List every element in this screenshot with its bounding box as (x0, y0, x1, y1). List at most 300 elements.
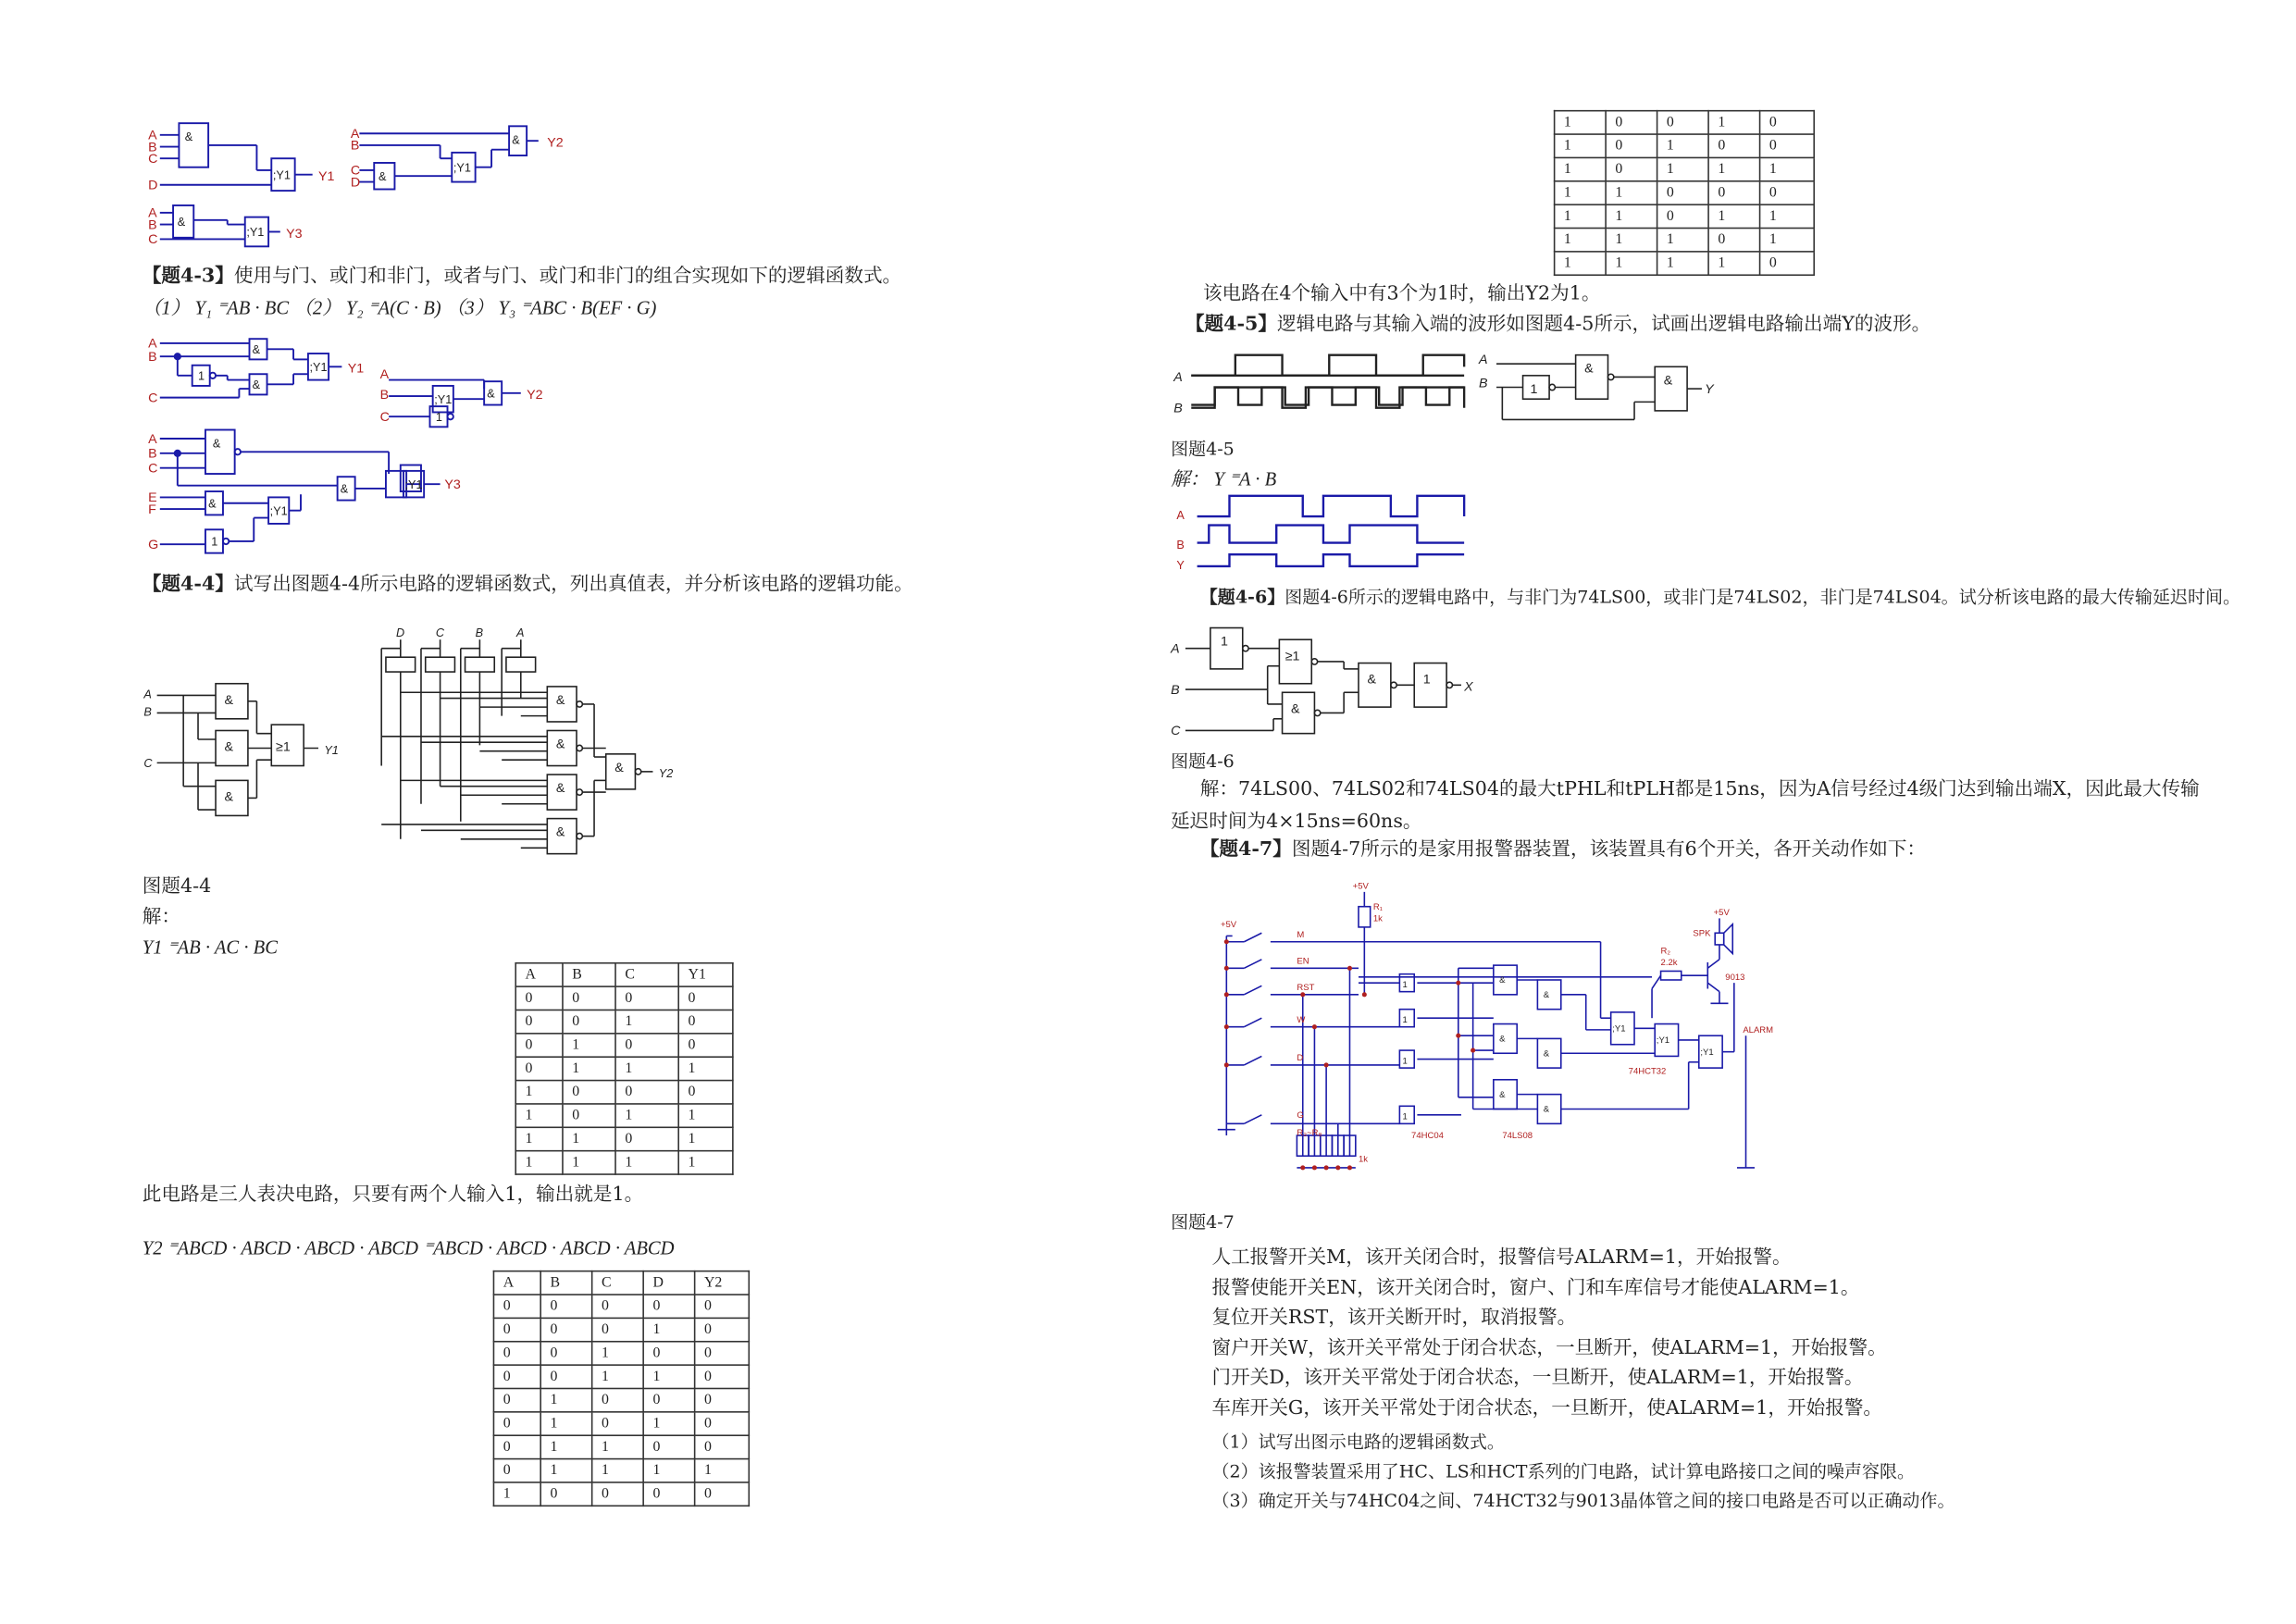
label-y3: Y3 (444, 477, 461, 492)
table-cell: 1 (678, 1104, 733, 1127)
table-row (1555, 134, 1815, 157)
gate-or-label: ;Y1 (1656, 1035, 1670, 1047)
table-cell: 0 (493, 1342, 540, 1365)
label-speaker: SPK (1693, 928, 1711, 939)
table-cell: 1 (540, 1412, 591, 1435)
gate-and-label: & (1543, 990, 1550, 1001)
label-r1-value: 1k (1372, 913, 1383, 924)
label-in-d: D (148, 178, 158, 193)
table-cell: 1 (1760, 157, 1815, 180)
gate-or-label: ;Y1 (453, 161, 471, 175)
switch-label-d: D (1297, 1053, 1304, 1064)
table-header-row (515, 963, 733, 986)
table-header-cell: Y2 (695, 1271, 750, 1295)
table-cell: 1 (1555, 181, 1606, 205)
table-row (1555, 157, 1815, 180)
fig47-caption: 图题4-7 (1171, 1211, 1235, 1233)
table-cell: 1 (1708, 111, 1759, 134)
table-row (493, 1365, 749, 1388)
table-cell: 0 (493, 1459, 540, 1482)
label-in-a: A (1176, 509, 1185, 523)
table-cell: 1 (1555, 111, 1606, 134)
fig45-caption: 图题4-5 (1171, 439, 1235, 460)
label-in-c: C (148, 232, 158, 248)
table-cell: 1 (615, 1151, 678, 1174)
table-cell: 0 (695, 1435, 750, 1458)
table-row (515, 1104, 733, 1127)
label-in-d: D (350, 175, 361, 191)
label-vcc: +5V (1220, 919, 1237, 930)
table-header-cell: B (563, 963, 615, 986)
table-cell: 0 (540, 1318, 591, 1341)
table-cell: 1 (1760, 205, 1815, 228)
gate-and-label: & (224, 789, 234, 805)
label-in-e: E (148, 490, 157, 506)
label-74hct32: 74HCT32 (1628, 1066, 1667, 1077)
table-cell: 0 (493, 1388, 540, 1411)
table-cell: 1 (1657, 252, 1708, 275)
label-vcc: +5V (1352, 881, 1369, 892)
table-cell: 0 (615, 1127, 678, 1150)
table-cell: 0 (615, 986, 678, 1010)
table-cell: 1 (1657, 229, 1708, 252)
gate-and-label: & (184, 130, 193, 144)
gate-not-label: 1 (1422, 672, 1431, 688)
table-cell: 0 (1708, 181, 1759, 205)
q47-item-g: 车库开关G，该开关平常处于闭合状态，一旦断开，使ALARM=1，开始报警。 (1211, 1396, 1883, 1419)
table-cell: 0 (1606, 111, 1657, 134)
table-cell: 0 (643, 1388, 694, 1411)
label-in-a: A (148, 431, 157, 447)
table-cell: 1 (540, 1388, 591, 1411)
gate-and-label: & (555, 692, 565, 708)
table-cell: 1 (643, 1318, 694, 1341)
gate-or-label: ;Y1 (434, 392, 453, 406)
label-in-b: B (475, 626, 484, 640)
table-cell: 0 (1657, 181, 1708, 205)
figure-q44-circuits (140, 628, 683, 878)
table-header-cell: B (540, 1271, 591, 1295)
table-cell: 0 (592, 1482, 643, 1506)
gate-and-label: & (1499, 975, 1506, 986)
table-cell: 1 (678, 1127, 733, 1150)
q47-question-3: （3）确定开关与74HC04之间、74HCT32与9013晶体管之间的接口电路是否可以正确动作。 (1211, 1490, 1955, 1511)
table-cell: 0 (1760, 181, 1815, 205)
label-in-a: A (1171, 641, 1180, 657)
label-in-c: C (148, 151, 158, 167)
label-in-b: B (148, 140, 157, 155)
figure-q45-solution-waveforms (1171, 490, 1479, 575)
gate-not-label: 1 (1402, 1111, 1408, 1122)
label-in-b: B (1176, 538, 1185, 552)
q46-solution-line2: 延迟时间为4×15ns=60ns。 (1171, 811, 1422, 834)
table-cell: 0 (493, 1365, 540, 1388)
y2-truth-table (493, 1271, 750, 1506)
gate-and-label: & (252, 378, 261, 392)
gate-not-label: 1 (1402, 1056, 1408, 1067)
table-cell: 0 (695, 1388, 750, 1411)
q45-title: 【题4-5】 (1185, 314, 1278, 337)
table-cell: 1 (563, 1034, 615, 1057)
table-row (493, 1342, 749, 1365)
y2-truth-table-continued (1554, 110, 1815, 276)
table-row (515, 1151, 733, 1174)
table-header-cell: C (615, 963, 678, 986)
table-cell: 0 (1760, 252, 1815, 275)
table-cell: 1 (592, 1365, 643, 1388)
q47-title: 【题4-7】 (1199, 838, 1292, 862)
table-row (515, 1081, 733, 1104)
label-in-b: B (1173, 401, 1183, 416)
table-cell: 0 (515, 1034, 563, 1057)
q43-text: 使用与门、或门和非门，或者与门、或门和非门的组合实现如下的逻辑函数式。 (233, 265, 902, 288)
gate-or-label: ;Y1 (309, 361, 328, 375)
table-cell: 0 (493, 1412, 540, 1435)
table-row (493, 1435, 749, 1458)
gate-and-label: & (177, 216, 186, 229)
table-cell: 0 (678, 1034, 733, 1057)
label-out-y: Y (1176, 559, 1185, 573)
gate-or-label: ≥1 (1285, 649, 1300, 664)
figure-q45 (1171, 346, 1728, 434)
y1-formula: Y1 ⁼AB · AC · BC (142, 936, 278, 959)
q47-question-1: （1）试写出图示电路的逻辑函数式。 (1211, 1432, 1505, 1453)
label-transistor: 9013 (1725, 972, 1745, 983)
gate-not-label: 1 (198, 369, 205, 383)
gate-and-label: & (555, 824, 565, 840)
table-header-cell: Y1 (678, 963, 733, 986)
table-cell: 0 (515, 986, 563, 1010)
label-y1: Y1 (324, 743, 339, 757)
table-cell: 0 (563, 1081, 615, 1104)
gate-or-label: ;Y1 (1700, 1047, 1714, 1058)
table-cell: 0 (563, 986, 615, 1010)
q44-title: 【题4-4】 (142, 573, 234, 596)
label-in-b: B (148, 217, 157, 233)
table-cell: 0 (695, 1342, 750, 1365)
gate-or-label: ;Y1 (1612, 1023, 1626, 1035)
label-in-f: F (148, 502, 156, 517)
table-cell: 1 (643, 1459, 694, 1482)
q47-text: 图题4-7所示的是家用报警器装置，该装置具有6个开关，各开关动作如下： (1291, 838, 1927, 862)
gate-and-label: & (1291, 701, 1300, 717)
table-cell: 0 (592, 1295, 643, 1318)
table-cell: 1 (1606, 229, 1657, 252)
label-in-a: A (516, 626, 525, 640)
label-r2-value: 2.2k (1660, 958, 1678, 969)
label-in-c: C (143, 757, 153, 771)
q46-title: 【题4-6】 (1199, 587, 1285, 608)
q45-heading (1185, 313, 1930, 340)
label-resistor-pack-value: 1k (1358, 1154, 1369, 1165)
table-cell: 0 (493, 1435, 540, 1458)
label-out-y: Y (1705, 381, 1714, 397)
table-cell: 1 (643, 1412, 694, 1435)
gate-not-label: 1 (1220, 634, 1228, 650)
table-cell: 0 (540, 1295, 591, 1318)
table-cell: 1 (1657, 134, 1708, 157)
q43-heading (143, 264, 901, 291)
y2-conclusion: 该电路在4个输入中有3个为1时，输出Y2为1。 (1202, 282, 1601, 305)
table-cell: 0 (1657, 111, 1708, 134)
label-in-b: B (350, 138, 360, 154)
label-resistor-pack: R₃~R₈ (1297, 1128, 1322, 1139)
table-cell: 1 (563, 1151, 615, 1174)
table-cell: 0 (643, 1482, 694, 1506)
q47-question-list (1211, 1427, 1955, 1515)
table-row (493, 1459, 749, 1482)
label-in-c: C (435, 626, 444, 640)
table-cell: 1 (1555, 157, 1606, 180)
label-vcc: +5V (1713, 908, 1730, 919)
label-74ls08: 74LS08 (1502, 1131, 1533, 1142)
label-in-c: C (148, 391, 158, 406)
label-in-b: B (379, 388, 390, 403)
table-cell: 0 (1760, 111, 1815, 134)
table-cell: 1 (515, 1127, 563, 1150)
table-row (1555, 229, 1815, 252)
table-row (493, 1388, 749, 1411)
label-in-a: A (148, 205, 157, 221)
switch-label-rst: RST (1297, 983, 1315, 994)
gate-and-label: & (1543, 1104, 1550, 1115)
label-out-x: X (1464, 679, 1473, 695)
table-cell: 1 (563, 1057, 615, 1080)
label-in-b: B (1171, 682, 1180, 698)
table-row (515, 1127, 733, 1150)
gate-and-label: & (614, 760, 624, 775)
table-cell: 1 (1555, 205, 1606, 228)
table-row (1555, 111, 1815, 134)
gate-and-label: & (1543, 1048, 1550, 1060)
table-cell: 0 (1760, 134, 1815, 157)
table-cell: 0 (695, 1482, 750, 1506)
label-in-a: A (143, 688, 152, 701)
gate-and-label: & (208, 497, 217, 511)
table-cell: 1 (1708, 252, 1759, 275)
q43-formulas: （1） Y₁ ⁼AB · BC （2） Y₂ ⁼A(C · B) （3） Y₃ ⁼ABC · B(EF · G) (142, 296, 657, 319)
table-cell: 0 (1606, 134, 1657, 157)
table-cell: 1 (678, 1057, 733, 1080)
table-cell: 1 (1708, 157, 1759, 180)
table-cell: 0 (515, 1057, 563, 1080)
q44-heading (143, 572, 913, 599)
gate-and-label: & (224, 739, 234, 755)
label-alarm: ALARM (1743, 1025, 1774, 1036)
table-row (1555, 205, 1815, 228)
label-in-g: G (148, 537, 159, 552)
table-cell: 0 (643, 1295, 694, 1318)
y1-truth-table (515, 962, 733, 1175)
label-y3: Y3 (286, 226, 303, 242)
gate-and-label: & (340, 482, 349, 496)
table-cell: 1 (493, 1482, 540, 1506)
q47-item-d: 门开关D，该开关平常处于闭合状态，一旦断开，使ALARM=1，开始报警。 (1211, 1367, 1864, 1390)
label-in-b: B (1478, 376, 1488, 391)
table-cell: 1 (515, 1151, 563, 1174)
table-row (493, 1412, 749, 1435)
table-cell: 0 (493, 1318, 540, 1341)
table-cell: 0 (615, 1034, 678, 1057)
table-row (1555, 252, 1815, 275)
gate-and-label: & (512, 133, 520, 147)
solution-label: 解： (142, 906, 181, 929)
table-header-cell: A (493, 1271, 540, 1295)
table-cell: 1 (615, 1010, 678, 1033)
table-row (493, 1318, 749, 1341)
gate-not-label: 1 (211, 535, 218, 549)
table-cell: 1 (1606, 181, 1657, 205)
q47-item-en: 报警使能开关EN，该开关闭合时，窗户、门和车库信号才能使ALARM=1。 (1211, 1277, 1860, 1299)
table-cell: 1 (643, 1365, 694, 1388)
table-cell: 1 (1555, 134, 1606, 157)
table-cell: 0 (592, 1318, 643, 1341)
table-cell: 1 (540, 1459, 591, 1482)
label-y1: Y1 (347, 361, 365, 377)
label-in-a: A (148, 336, 157, 352)
q47-item-rst: 复位开关RST，该开关断开时，取消报警。 (1211, 1307, 1577, 1330)
table-cell: 1 (678, 1151, 733, 1174)
table-cell: 0 (695, 1295, 750, 1318)
table-cell: 1 (615, 1057, 678, 1080)
label-y2: Y2 (547, 135, 564, 151)
y1-conclusion: 此电路是三人表决电路，只要有两个人输入1，输出就是1。 (142, 1184, 644, 1207)
gate-and-label: & (379, 169, 387, 183)
table-cell: 0 (515, 1010, 563, 1033)
label-in-c: C (148, 461, 158, 477)
gate-not-label: 1 (1402, 979, 1408, 990)
figure-q42-circuits (140, 115, 639, 254)
table-row (515, 1034, 733, 1057)
label-in-c: C (1171, 724, 1181, 739)
table-cell: 1 (1555, 252, 1606, 275)
q47-item-w: 窗户开关W，该开关平常处于闭合状态，一旦断开，使ALARM=1，开始报警。 (1211, 1337, 1887, 1359)
gate-and-label: & (1499, 1089, 1506, 1100)
q45-solution: 解： Y ⁼A · B (1171, 467, 1277, 490)
gate-or-label: ;Y1 (269, 504, 288, 518)
label-in-d: D (396, 626, 405, 640)
label-in-c: C (379, 409, 390, 425)
table-cell: 0 (678, 1010, 733, 1033)
switch-label-w: W (1297, 1014, 1306, 1025)
table-cell: 0 (695, 1318, 750, 1341)
figure-q43-circuits (140, 330, 624, 565)
label-in-a: A (350, 127, 360, 143)
table-row (1555, 181, 1815, 205)
table-cell: 0 (1708, 229, 1759, 252)
label-in-a: A (379, 367, 390, 383)
table-cell: 1 (592, 1459, 643, 1482)
label-in-a: A (1478, 353, 1488, 368)
table-cell: 1 (592, 1435, 643, 1458)
table-row (515, 1010, 733, 1033)
gate-and-label: & (555, 781, 565, 797)
table-cell: 0 (643, 1342, 694, 1365)
switch-label-en: EN (1297, 956, 1309, 967)
table-cell: 0 (643, 1435, 694, 1458)
gate-and-label: & (487, 387, 495, 401)
q47-item-m: 人工报警开关M，该开关闭合时，报警信号ALARM=1，开始报警。 (1211, 1246, 1792, 1270)
table-cell: 0 (1708, 134, 1759, 157)
q45-text: 逻辑电路与其输入端的波形如图题4-5所示，试画出逻辑电路输出端Y的波形。 (1277, 314, 1931, 337)
table-cell: 1 (1606, 205, 1657, 228)
table-cell: 0 (592, 1412, 643, 1435)
table-header-cell: C (592, 1271, 643, 1295)
table-cell: 1 (615, 1104, 678, 1127)
fig44-caption: 图题4-4 (142, 875, 212, 899)
q44-text: 试写出图题4-4所示电路的逻辑函数式，列出真值表，并分析该电路的逻辑功能。 (233, 573, 913, 596)
table-cell: 0 (695, 1412, 750, 1435)
y2-formula: Y2 ⁼ABCD · ABCD · ABCD · ABCD ⁼ABCD · ABCD · ABCD · ABCD (142, 1236, 675, 1259)
label-in-b: B (143, 705, 152, 719)
table-cell: 0 (563, 1104, 615, 1127)
gate-or-label: ;Y1 (272, 168, 291, 182)
gate-and-label: & (1367, 672, 1377, 688)
gate-not-label: 1 (1530, 381, 1538, 397)
q47-switch-list (1211, 1244, 1886, 1424)
gate-or-label: ;Y1 (246, 226, 265, 240)
table-cell: 1 (1760, 229, 1815, 252)
label-r1: R₁ (1372, 901, 1383, 912)
gate-and-label: & (252, 343, 261, 357)
q46-text: 图题4-6所示的逻辑电路中，与非门为74LS00，或非门是74LS02，非门是74LS04。试分析该电路的最大传输延迟时间。 (1285, 587, 2241, 608)
table-cell: 0 (592, 1388, 643, 1411)
label-in-c: C (350, 163, 361, 179)
table-cell: 0 (1657, 205, 1708, 228)
label-y2: Y2 (658, 767, 674, 781)
q43-title: 【题4-3】 (142, 265, 234, 288)
table-cell: 0 (540, 1365, 591, 1388)
q46-solution-line1: 解：74LS00、74LS02和74LS04的最大tPHL和tPLH都是15ns，因为A信号经过4级门达到输出端X，因此最大传输 (1199, 778, 2200, 801)
table-header-row (493, 1271, 749, 1295)
table-cell: 0 (1606, 157, 1657, 180)
table-cell: 1 (592, 1342, 643, 1365)
q46-heading (1200, 584, 2240, 611)
gate-and-label: & (212, 437, 221, 451)
table-cell: 1 (515, 1104, 563, 1127)
table-header-cell: D (643, 1271, 694, 1295)
figure-q47-alarm-circuit (1211, 877, 1798, 1185)
table-cell: 0 (678, 986, 733, 1010)
label-y1: Y1 (318, 168, 335, 184)
gate-and-label: & (1499, 1034, 1506, 1045)
label-in-a: A (148, 128, 157, 143)
table-cell: 1 (1606, 252, 1657, 275)
gate-or-label: ≥1 (276, 739, 291, 755)
table-cell: 0 (563, 1010, 615, 1033)
table-cell: 1 (1555, 229, 1606, 252)
table-cell: 1 (1708, 205, 1759, 228)
label-r2: R₂ (1660, 946, 1671, 957)
switch-label-m: M (1297, 930, 1305, 941)
table-cell: 0 (540, 1482, 591, 1506)
gate-or-label: ;Y1 (404, 477, 423, 491)
table-cell: 0 (678, 1081, 733, 1104)
gate-and-label: & (555, 737, 565, 752)
table-cell: 1 (515, 1081, 563, 1104)
q47-question-2: （2）该报警装置采用了HC、LS和HCT系列的门电路，试计算电路接口之间的噪声容限。 (1211, 1460, 1916, 1482)
switch-label-g: G (1297, 1110, 1304, 1121)
label-in-a: A (1173, 370, 1183, 386)
gate-not-label: 1 (435, 410, 442, 424)
table-cell: 0 (695, 1365, 750, 1388)
table-row (515, 986, 733, 1010)
gate-not-label: 1 (1402, 1014, 1408, 1025)
gate-and-label: & (1584, 361, 1594, 377)
label-74hc04: 74HC04 (1411, 1131, 1444, 1142)
fig46-caption: 图题4-6 (1171, 750, 1235, 772)
table-row (493, 1482, 749, 1506)
